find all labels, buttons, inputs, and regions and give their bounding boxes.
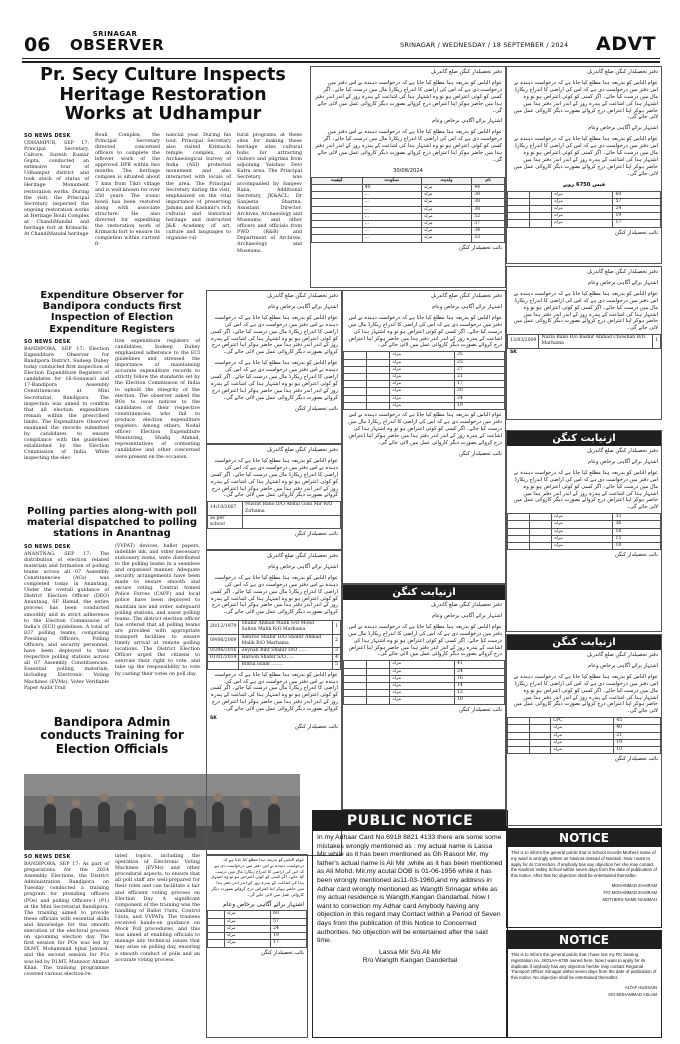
table-cell: مرلہ: [224, 933, 271, 940]
table-cell: مرلہ: [421, 228, 472, 235]
table-cell: Haroon Shabir S/O......: [239, 655, 333, 662]
dob-table: [507, 334, 661, 348]
table-header: سکونت: [362, 177, 421, 184]
land-table: [507, 191, 661, 228]
table-row: [344, 352, 505, 359]
table-cell: مرلہ: [551, 206, 613, 213]
table-row: [344, 661, 505, 668]
table-cell: مرلہ: [421, 213, 472, 220]
notice-text: عوام الناس کو بذریعہ ہذا مطلع کیا جاتا ہے کہ درخواست دہندہ نے اس دفتر میں درخواست دی ہے کہ اس کی اراضی کا اندراج ریکارڈ مال میں درست کیا جائے۔ اگر کسی کو کوئی اعتراض ہو تو وہ اشتہار ہذا کی اشاعت کے پندرہ روز کے اندر اندر دفتر ہذا میں حاضر ہوکر اپنا اعتراض درج کروائے بصورت دیگر کاروائی عمل میں لائی جائے گی۔: [210, 457, 338, 499]
table-cell: LPC: [551, 718, 614, 725]
notice-text: عوام الناس کو بذریعہ ہذا مطلع کیا جاتا ہے کہ درخواست دہندہ نے اس دفتر میں درخواست دی ہے کہ اس کی اراضی کا اندراج ریکارڈ مال میں درست کیا جائے۔ اگر کسی کو کوئی اعتراض ہو تو وہ اشتہار ہذا کی اشاعت کے پندرہ روز کے اندر اندر دفتر ہذا میں حاضر ہوکر اپنا اعتراض درج کروائے بصورت دیگر کاروائی عمل میں لائی جائے گی۔: [348, 623, 502, 658]
table-header: کیفیت: [312, 177, 363, 184]
table-cell: مرلہ: [390, 381, 455, 388]
masthead: [0, 0, 680, 64]
table-row: [508, 725, 661, 732]
public-notice-address: R/o Wangth Kangan Ganderbal: [362, 957, 458, 965]
table-cell: ...: [362, 199, 421, 206]
signature: نائب تحصیلدار کنگن: [459, 706, 502, 713]
officer-line: دفتر تحصیلدار کنگن ضلع گاندربل: [267, 293, 338, 299]
table-row: [344, 366, 505, 373]
byline: SO NEWS DESK: [24, 132, 71, 139]
table-row: [312, 228, 505, 235]
table-cell: 21: [614, 732, 661, 739]
land-table: [507, 717, 661, 754]
table-cell: مرلہ: [390, 373, 455, 380]
table-row: [508, 191, 661, 198]
table-cell: 40: [614, 725, 661, 732]
article-column: [24, 854, 109, 979]
table-row: [344, 682, 505, 689]
table-row: [508, 514, 661, 521]
table-cell: 41: [454, 661, 504, 668]
table-cell: 19: [613, 213, 661, 220]
table-cell: 33: [613, 514, 661, 521]
notice-heading: اشتہار برائے آگاہی برخاص وعام: [588, 125, 658, 132]
article-polling: [24, 506, 200, 716]
section-label: ADVT: [596, 33, 657, 55]
table-row: [508, 521, 661, 528]
article-column: [166, 133, 231, 256]
article-headline: Bandipora Admin conducts Training for Election Officials: [40, 715, 184, 756]
notice-heading: اشتہار برائے آگاہی برخاص وعام: [268, 563, 338, 570]
article-text: Bouli Complex, the Principal Secretary directed concerned officers to complete the leftover work of the approved DPR within two months. The heritage complex is situated about 7 kms from Tikri village and is well known for over 250 years. The iconic bowli has been restored along with associate structure. He also directed for expediting the restoration work of Krimachi fort to ensure its completion within current fi-: [95, 132, 160, 248]
table-row: [208, 502, 341, 515]
signature: نائب تحصیلدار کنگن: [615, 552, 658, 559]
notice-text: عوام الناس کو بذریعہ ہذا مطلع کیا جاتا ہے کہ درخواست دہندہ نے اس دفتر میں درخواست دی ہے کہ اس کی اراضی کا اندراج ریکارڈ مال میں درست کیا جائے۔ اگر کسی کو کوئی اعتراض ہو تو وہ اشتہار ہذا کی اشاعت کے پندرہ روز کے اندر اندر دفتر ہذا میں حاضر ہوکر اپنا اعتراض درج کروائے بصورت دیگر کاروائی عمل میں لائی جائے گی۔: [210, 857, 304, 897]
notice-signature: ALTAF HUSSAIN: [624, 984, 657, 990]
table-cell: مرلہ: [551, 739, 614, 746]
table-cell: مرلہ: [224, 911, 271, 918]
table-cell: [208, 662, 239, 669]
notice-text: عوام الناس کو بذریعہ ہذا مطلع کیا جاتا ہے کہ درخواست دہندہ نے اس دفتر میں درخواست دی ہے کہ اس کی اراضی کا اندراج ریکارڈ مال میں درست کیا جائے۔ اگر کسی کو کوئی اعتراض ہو تو وہ اشتہار ہذا کی اشاعت کے پندرہ روز کے اندر اندر دفتر ہذا میں حاضر ہوکر اپنا اعتراض درج کروائے بصورت دیگر کاروائی عمل میں لائی جائے گی۔: [210, 360, 338, 401]
notice-text: عوام الناس کو بذریعہ ہذا مطلع کیا جاتا ہے کہ درخواست دہندہ نے اس دفتر میں درخواست دی ہے کہ اس کی اراضی کا اندراج ریکارڈ مال میں درست کیا جائے۔ اگر کسی کو کوئی اعتراض ہو تو وہ اشتہار ہذا کی اشاعت کے پندرہ روز کے اندر اندر دفتر ہذا میں حاضر ہوکر اپنا اعتراض درج کروائے بصورت دیگر کاروائی عمل میں لائی جائے گی۔: [513, 673, 658, 715]
table-row: [508, 747, 661, 754]
table-row: [508, 718, 661, 725]
ad-title: ازنیابت کنگن: [343, 585, 505, 600]
officer-line: دفتر تحصیلدار کنگن ضلع گاندربل: [587, 69, 658, 75]
table-cell: 38: [472, 199, 505, 206]
signature: نائب تحصیلدار کنگن: [459, 450, 502, 457]
notice-text: عوام الناس کو بذریعہ ہذا مطلع کیا جاتا ہے کہ درخواست دہندہ نے اس دفتر میں درخواست دی ہے کہ اس کی اراضی کا اندراج ریکارڈ مال میں درست کیا جائے۔ اگر کسی کو کوئی اعتراض ہو تو وہ اشتہار ہذا کی اشاعت کے پندرہ روز کے اندر اندر دفتر ہذا میں حاضر ہوکر اپنا اعتراض درج کروائے بصورت دیگر کاروائی عمل میں لائی جائے گی۔: [315, 79, 502, 114]
article-column: [24, 133, 89, 256]
table-row: [508, 535, 661, 542]
officer-line: دفتر تحصیلدار کنگن ضلع گاندربل: [431, 69, 502, 75]
table-row: [344, 381, 505, 388]
table-cell: 17: [271, 940, 307, 947]
table-cell: 01/01/2014: [208, 655, 239, 662]
table-row: [312, 221, 505, 228]
article-text: BANDIPORA, SEP 17: As part of preparations for the 2024 Assembly Elections, the District Administration Bandipora on Tuesday conducted a training program for presiding officers (POs) and polling Officers-1 (P1) at the Mini Secretariat Bandipora. The training aimed to provide these officials with essential skills and knowledge for the smooth execution of the electoral process on upcoming election day. The first session for POs was led by DLMT, Mohammad Iqbal Jamwal, and the second session for P1s was led by DLMT, Manzoor Ahmad Khan. The training programme covered various election-re-: [24, 862, 109, 977]
table-row: [208, 621, 341, 634]
dob-school: as per school: [208, 515, 243, 528]
table-row: [344, 395, 505, 402]
table-row: [344, 388, 505, 395]
ad-title: ازنیابت کنگن: [507, 635, 661, 650]
table-row: [508, 732, 661, 739]
table-cell: مرلہ: [421, 206, 472, 213]
table-row: [508, 213, 661, 220]
table-row: [208, 662, 341, 669]
table-cell: مرلہ: [390, 388, 455, 395]
table-cell: مرلہ: [390, 661, 455, 668]
public-notice: [312, 810, 508, 1038]
table-cell: ...: [362, 221, 421, 228]
land-table: [311, 177, 505, 243]
table-row: [312, 192, 505, 199]
table-row: [208, 648, 341, 655]
table-cell: 24: [454, 668, 504, 675]
table-cell: 1: [333, 621, 341, 634]
article-column: [115, 854, 200, 979]
ishtihar-ad-right-2: [506, 266, 662, 420]
signature: نائب تحصیلدار کنگن: [261, 949, 304, 956]
table-cell: مرلہ: [390, 402, 455, 409]
article-column: [24, 544, 109, 693]
article-heritage: [24, 66, 302, 290]
table-cell: 19: [271, 933, 307, 940]
kangan-ad-2: [506, 430, 662, 632]
table-cell: 44: [472, 184, 505, 191]
table-cell: 38: [472, 206, 505, 213]
table-cell: Zeynab Bint Shabir D/O ......: [239, 648, 333, 655]
ishtihar-ad-4: [342, 290, 506, 584]
table-cell: مرلہ: [551, 220, 613, 227]
notice-text: عوام الناس کو بذریعہ ہذا مطلع کیا جاتا ہے کہ درخواست دہندہ نے اس دفتر میں درخواست دی ہے کہ اس کی اراضی کا اندراج ریکارڈ مال میں درست کیا جائے۔ اگر کسی کو کوئی اعتراض ہو تو وہ اشتہار ہذا کی اشاعت کے پندرہ روز کے اندر اندر دفتر ہذا میں حاضر ہوکر اپنا اعتراض درج کروائے بصورت دیگر کاروائی عمل میں لائی جائے گی۔: [513, 79, 658, 121]
table-cell: 5: [333, 662, 341, 669]
table-cell: 35: [454, 352, 504, 359]
table-cell: مرلہ: [390, 682, 455, 689]
article-column: [24, 339, 109, 464]
table-header: نام: [472, 177, 505, 184]
table-cell: مرلہ: [551, 535, 613, 542]
table-cell: 05/06/2016: [208, 648, 239, 655]
table-cell: 10: [454, 697, 504, 704]
article-text: UDHAMPUR, SEP 17: Principal Secretary, Culture, Suresh Kumar Gupta, conducted an extensive tour of Udhampur district and took stock of status of Heritage Monument restoration works. During the visit, the Principal Secretary inspected the ongoing restoration works at Heritage Bouli Complex at ChandiMandal and heritage fort at Krimachi. At ChandiMandal heritage: [24, 140, 89, 238]
sk-stamp: SK: [510, 349, 517, 355]
table-cell: 20/12/1979: [208, 621, 239, 634]
table-cell: Asbiroo Shabir D/O Shabir Ahmad Malik R/O Marhama: [239, 634, 333, 647]
notice-signature: MOHAMMAD ZAHIRAM: [611, 882, 657, 888]
ad-title: ازنیابت کنگن: [507, 431, 661, 446]
table-header: ولدیت: [421, 177, 472, 184]
officer-line: دفتر تحصیلدار کنگن ضلع گاندربل: [587, 269, 658, 275]
table-row: [508, 206, 661, 213]
table-cell: مرلہ: [551, 543, 613, 550]
notice-body: This is to inform the general public that I have lost my RC bearing registration no. JK01AA-6785 owned here. Now I want to apply for its duplicate if anybody has any objection he/she may contact Regional Transport Officer Srinagar within seven days from the date of publication of this notice. No objection shall be entertained thereafter.: [511, 952, 657, 981]
byline: SO NEWS DESK: [24, 543, 71, 550]
newspaper-logo: [70, 30, 165, 54]
table-cell: 33: [472, 235, 505, 242]
article-column: [115, 339, 200, 464]
table-cell: مرلہ: [224, 940, 271, 947]
logo-title: OBSERVER: [70, 36, 165, 54]
dateline: SRINAGAR / WEDNESDAY / 18 SEPTEMBER / 2024: [400, 41, 569, 49]
notice-rc: [506, 930, 662, 1038]
table-cell: مرلہ: [551, 514, 613, 521]
table-row: [344, 690, 505, 697]
table-row: [344, 373, 505, 380]
land-table: [343, 351, 505, 410]
table-cell: 21: [454, 373, 504, 380]
table-row: [208, 634, 341, 647]
table-row: [312, 206, 505, 213]
notice-heading: اشتہار برائے آگاہی برخاص وعام: [588, 458, 658, 465]
table-cell: مرلہ: [224, 918, 271, 925]
ishtihar-ad-2: [206, 290, 342, 444]
table-cell: 15: [613, 535, 661, 542]
table-cell: 40: [362, 184, 421, 191]
table-cell: مرلہ: [390, 690, 455, 697]
dob-date: 14/10/2007: [208, 502, 243, 515]
signature: نائب تحصیلدار کنگن: [295, 405, 338, 412]
article-text: (VVPAT) devices, ballot papers, indelible ink, and other necessary stationery items, were distributed to the polling teams in a seamless and organised manner. Adequate security arrangements have been made to ensure smooth and secure voting. Central Armed Police Forces (CAPF) and local police have been deployed to maintain law and order, safeguard polling stations, and assist polling teams. The district election officer has ordered that all polling teams are provided with appropriate transport facilities to ensure timely arrival at remote polling locations. The District Election Officer urged the citizens to exercise their right to vote, and take up the responsibility to vote by casting their votes on poll day.: [115, 543, 200, 677]
table-row: [344, 402, 505, 409]
notice-text: عوام الناس کو بذریعہ ہذا مطلع کیا جاتا ہے کہ درخواست دہندہ نے اس دفتر میں درخواست دی ہے کہ اس کی اراضی کا اندراج ریکارڈ مال میں درست کیا جائے۔ اگر کسی کو کوئی اعتراض ہو تو وہ اشتہار ہذا کی اشاعت کے پندرہ روز کے اندر اندر دفتر ہذا میں حاضر ہوکر اپنا اعتراض درج کروائے بصورت دیگر کاروائی عمل میں لائی جائے گی۔: [348, 411, 502, 446]
table-cell: 57: [271, 918, 307, 925]
table-cell: ...: [362, 228, 421, 235]
table-row: [208, 933, 307, 940]
notice-heading: اشتہار برائے آگاہی برخاص وعام: [432, 303, 502, 310]
table-cell: 17: [454, 381, 504, 388]
table-cell: 37: [472, 221, 505, 228]
table-cell: ...: [362, 213, 421, 220]
public-notice-signature: Lassa Mir S/o Ali Mir: [379, 948, 441, 956]
byline: SO NEWS DESK: [24, 854, 71, 860]
table-cell: 24: [613, 206, 661, 213]
article-headline: Pr. Secy Culture Inspects Heritage Restoration Works at Udhampur: [40, 65, 286, 125]
table-row: [208, 515, 341, 528]
article-text: tural programs at these sites for making these heritage sites cultural hubs for attracting visitors and pilgrims from adjoining Vaishno Devi Katra area. The Principal Secretary was accompanied by Sanjeev Rana, Additional Secretary, JK&ACL; Dr Sanjeeta Sharma, Assistant Director, Archives, Archaeology and Museums; and other officers and officials from PWD (R&B) and Department of Archives, Archaeology and Museums.: [237, 132, 302, 254]
officer-line: دفتر تحصیلدار کنگن ضلع گاندربل: [587, 652, 658, 658]
table-row: [208, 911, 307, 918]
table-cell: 4: [333, 655, 341, 662]
public-notice-body: In my Adhaar Card No.6918 8821 4133 there are some some mistakes wrongly mentioned as : my actual name is Lassa Mir while as it has been mentioned as Gh Rasool Mir, my father's actual name is Ali Mir ,while as it has been mentioned as Ali Mohd. Mir,my acutal DOB is 01-06-1956 while it has been wrongly mentioned as11-03-1960,and my address in Adhar card wrongly mentioned as Wangth Srinagar while as my actual residence is Wangth,Kangan Gandarbal. Now I want to correction my Adhar card Anybody having any objection in this regard may Contact within a Period of Seven days from the publication of this Notice to Concerned authorities. No objection will be entertained after the said time.: [317, 834, 503, 945]
table-cell: 24: [271, 925, 307, 932]
notice-text: عوام الناس کو بذریعہ ہذا مطلع کیا جاتا ہے کہ درخواست دہندہ نے اس دفتر میں درخواست دی ہے کہ اس کی اراضی کا اندراج ریکارڈ مال میں درست کیا جائے۔ اگر کسی کو کوئی اعتراض ہو تو وہ اشتہار ہذا کی اشاعت کے پندرہ روز کے اندر اندر دفتر ہذا میں حاضر ہوکر اپنا اعتراض درج کروائے بصورت دیگر کاروائی عمل میں لائی جائے گی۔: [315, 129, 502, 163]
table-cell: 36: [613, 521, 661, 528]
article-expenditure: [24, 290, 200, 504]
officer-line: دفتر تحصیلدار کنگن ضلع گاندربل: [431, 293, 502, 299]
land-notice-ad: [206, 854, 308, 1038]
page-number: 06: [24, 34, 51, 56]
article-text: ANANTNAG, SEP 17: The distribution of election related materials and formation of polling teams across all 07 Assembly Constituencies (ACs) was completed today in Anantnag. Under the overall guidance of District Election Officer (DEO) Anantnag, SF Hamid, the entire process has been conducted smoothly and in strict adherence to the Election Commission of India's (ECI) guidelines. A total of 837 polling teams, comprising Presiding Officers, Polling Officers, and security personnel, have been deployed to their respective polling stations across all 07 Assembly Constituencies. Essential polling materials, including Electronic Voting Machines (EVMs), Voter Verifiable Paper Audit Trail: [24, 551, 109, 691]
table-cell: 60: [271, 911, 307, 918]
dob-name: Nusrat Bano D/O Abdul Gani Mir R/O Zirhama: [243, 502, 341, 515]
table-cell: مرلہ: [421, 192, 472, 199]
table-cell: 45: [614, 718, 661, 725]
table-row: [312, 235, 505, 242]
table-row: [312, 213, 505, 220]
notice-text: عوام الناس کو بذریعہ ہذا مطلع کیا جاتا ہے کہ درخواست دہندہ نے اس دفتر میں درخواست دی ہے کہ اس کی اراضی کا اندراج ریکارڈ مال میں درست کیا جائے۔ اگر کسی کو کوئی اعتراض ہو تو وہ اشتہار ہذا کی اشاعت کے پندرہ روز کے اندر اندر دفتر ہذا میں حاضر ہوکر اپنا اعتراض درج کروائے بصورت دیگر کاروائی عمل میں لائی جائے گی۔: [210, 671, 338, 713]
notice-heading: اشتہار برائے آگاہی برخاص وعام: [432, 118, 502, 125]
table-cell: 3: [333, 648, 341, 655]
land-table: [343, 660, 505, 704]
table-cell: 19: [614, 739, 661, 746]
notice-title: NOTICE: [507, 931, 661, 949]
notice-text: عوام الناس کو بذریعہ ہذا مطلع کیا جاتا ہے کہ درخواست دہندہ نے اس دفتر میں درخواست دی ہے کہ اس کی اراضی کا اندراج ریکارڈ مال میں درست کیا جائے۔ اگر کسی کو کوئی اعتراض ہو تو وہ اشتہار ہذا کی اشاعت کے پندرہ روز کے اندر اندر دفتر ہذا میں حاضر ہوکر اپنا اعتراض درج کروائے بصورت دیگر کاروائی عمل میں لائی جائے گی۔: [513, 136, 658, 177]
table-cell: 19: [454, 402, 504, 409]
notice-text: عوام الناس کو بذریعہ ہذا مطلع کیا جاتا ہے کہ درخواست دہندہ نے اس دفتر میں درخواست دی ہے کہ اس کی اراضی کا اندراج ریکارڈ مال میں درست کیا جائے۔ اگر کسی کو کوئی اعتراض ہو تو وہ اشتہار ہذا کی اشاعت کے پندرہ روز کے اندر اندر دفتر ہذا میں حاضر ہوکر اپنا اعتراض درج کروائے بصورت دیگر کاروائی عمل میں لائی جائے گی۔: [348, 314, 502, 349]
sk-stamp: SK: [210, 716, 217, 722]
officer-line: دفتر تحصیلدار کنگن ضلع گاندربل: [267, 553, 338, 559]
dob-table: [207, 501, 341, 529]
table-cell: 52: [472, 213, 505, 220]
table-cell: مرلہ: [390, 675, 455, 682]
table-cell: مرلہ: [390, 366, 455, 373]
signature: نائب تحصیلدار کنگن: [295, 531, 338, 538]
article-text: tion expenditure registers of candidates, Sudeep Dubey emphasized adherence to the ECI guidelines and stressed the importance of maintaining accurate expenditure records to strictly follow the standards set by the Election Commission of India to uphold the integrity of the election. The observer asked the ROs to issue notices to the candidates of their respective constituencies, who fail to produce election expenditure registers. Among others, Nodal officer Election Expenditure Monitoring, Shafiq Ahmad, representatives of contesting candidates and other concerned were present on the occasion.: [115, 338, 200, 460]
table-row: [344, 668, 505, 675]
table-cell: مرلہ: [390, 668, 455, 675]
ishtihar-ad-top: [310, 66, 506, 288]
table-cell: 57: [613, 198, 661, 205]
table-cell: 10: [613, 543, 661, 550]
public-notice-title: PUBLIC NOTICE: [313, 811, 507, 831]
notice-text: عوام الناس کو بذریعہ ہذا مطلع کیا جاتا ہے کہ درخواست دہندہ نے اس دفتر میں درخواست دی ہے کہ اس کی اراضی کا اندراج ریکارڈ مال میں درست کیا جائے۔ اگر کسی کو کوئی اعتراض ہو تو وہ اشتہار ہذا کی اشاعت کے پندرہ روز کے اندر اندر دفتر ہذا میں حاضر ہوکر اپنا اعتراض درج کروائے بصورت دیگر کاروائی عمل میں لائی جائے گی۔: [210, 314, 338, 356]
table-row: [208, 655, 341, 662]
table-cell: 27: [454, 366, 504, 373]
officer-line: دفتر تحصیلدار کنگن ضلع گاندربل: [267, 447, 338, 453]
table-cell: مرلہ: [551, 191, 613, 198]
table-cell: مرلہ: [224, 925, 271, 932]
table-row: [344, 675, 505, 682]
article-column: [95, 133, 160, 256]
land-table: [207, 910, 307, 947]
table-cell: مرلہ: [390, 395, 455, 402]
table-row: [344, 697, 505, 704]
signature: نائب تحصیلدار کنگن: [615, 229, 658, 236]
table-row: [508, 198, 661, 205]
officer-line: دفتر تحصیلدار کنگن ضلع گاندربل: [587, 448, 658, 454]
notice-heading: اشتہار برائے آگاہی برخاص وعام: [432, 612, 502, 619]
table-row: [508, 528, 661, 535]
table-cell: ...: [362, 192, 421, 199]
article-headline: Expenditure Observer for Bandipora conducts first Inspection of Election Expenditure Registers: [40, 290, 184, 335]
notice-signature: F/O MOHAMMAD ZAHIRAM: [603, 889, 657, 895]
signature: نائب تحصیلدار کنگن: [459, 244, 502, 251]
officer-line: دفتر تحصیلدار کنگن ضلع گاندربل: [431, 602, 502, 608]
byline: SO NEWS DESK: [24, 338, 71, 345]
table-cell: مرلہ: [421, 221, 472, 228]
table-cell: 25: [454, 359, 504, 366]
table-cell: مرلہ: [421, 184, 472, 191]
table-cell: مرلہ: [421, 235, 472, 242]
table-cell: مرلہ: [551, 747, 614, 754]
table-cell: 14: [454, 682, 504, 689]
table-cell: 2: [333, 634, 341, 647]
table-cell: 18: [613, 528, 661, 535]
table-cell: 38: [472, 192, 505, 199]
table-cell: 09/06/2009: [208, 634, 239, 647]
notice-text: عوام الناس کو بذریعہ ہذا مطلع کیا جاتا ہے کہ درخواست دہندہ نے اس دفتر میں درخواست دی ہے کہ اس کی اراضی کا اندراج ریکارڈ مال میں درست کیا جائے۔ اگر کسی کو کوئی اعتراض ہو تو وہ اشتہار ہذا کی اشاعت کے پندرہ روز کے اندر اندر دفتر ہذا میں حاضر ہوکر اپنا اعتراض درج کروائے بصورت دیگر کاروائی عمل میں لائی جائے گی۔: [513, 290, 658, 332]
table-cell: ...: [362, 206, 421, 213]
notice-heading: اشتہار برائے آگاہی برخاص وعام: [588, 279, 658, 286]
table-cell: مرلہ: [551, 198, 613, 205]
article-headline: Polling parties along-with poll material dispatched to polling stations in Anantnag: [26, 506, 198, 540]
table-cell: مرلہ: [551, 732, 614, 739]
table-cell: مرلہ: [390, 697, 455, 704]
table-cell: مرلہ: [390, 352, 455, 359]
table-row: [208, 918, 307, 925]
table-cell: 17: [613, 220, 661, 227]
table-cell: مرلہ: [551, 725, 614, 732]
table-row: [208, 925, 307, 932]
article-training-body: [24, 854, 200, 1036]
dob-ad-nusrat: [206, 444, 342, 550]
table-cell: مرلہ: [551, 521, 613, 528]
kangan-ad-1: [342, 584, 506, 810]
masthead-rule: [22, 58, 660, 59]
table-row: [508, 739, 661, 746]
table-cell: 20: [454, 388, 504, 395]
table-cell: 16: [454, 675, 504, 682]
notice-school: [506, 828, 662, 928]
notice-text: عوام الناس کو بذریعہ ہذا مطلع کیا جاتا ہے کہ درخواست دہندہ نے اس دفتر میں درخواست دی ہے کہ اس کی اراضی کا اندراج ریکارڈ مال میں درست کیا جائے۔ اگر کسی کو کوئی اعتراض ہو تو وہ اشتہار ہذا کی اشاعت کے پندرہ روز کے اندر اندر دفتر ہذا میں حاضر ہوکر اپنا اعتراض درج کروائے بصورت دیگر کاروائی عمل میں لائی جائے گی۔: [210, 574, 338, 616]
notice-heading: اشتہار برائے آگاہی برخاص وعام: [588, 662, 658, 669]
table-row: [208, 940, 307, 947]
article-text: nancial year. During his tour, Principal Secretary also visited Krimachi temple complex, an Archaeological Survey of India (ASI) protected monument and also interacted with locals of the area. The Principal Secretary during the visit, emphasized on the vital importance of preserving Jammu and Kashmir's rich cultural and historical heritage and instructed J&K Academy of art, culture and languages to organise cul-: [166, 132, 231, 242]
date-line: 30/08/2024: [393, 167, 423, 174]
table-row: [312, 199, 505, 206]
table-cell: Shabir Ahmad Malik S/O Mohd Sultan Malik R/O Marhama: [239, 621, 333, 634]
table-cell: 60: [613, 191, 661, 198]
notice-heading: اشتہار برائے آگاہی برخاص وعام: [268, 303, 338, 310]
notice-signature: MOTHERS NAME NASIMAH: [602, 896, 657, 902]
table-cell: 1: [653, 335, 661, 348]
table-row: [344, 359, 505, 366]
table-cell: مرلہ: [551, 528, 613, 535]
article-text: lated topics, including the operation of Electronic Voting Machines (EVMs) and other procedural aspects, to ensure that all poll staff are well-prepared for their roles and can facilitate a fair and efficient voting process on Election Day. A significant component of the training was the handling of Ballot Units, Control Units, and VVPATs. The trainees received hands-on guidance on Mock Poll procedures, and this was aimed at enabling officials to manage any technical issues that may arise on polling day, ensuring a smooth conduct of polls and an accurate voting process.: [115, 854, 200, 963]
table-cell: 10: [614, 747, 661, 754]
table-cell: مرلہ: [421, 199, 472, 206]
table-cell: 24: [454, 395, 504, 402]
dob-table: [207, 620, 341, 669]
table-cell: مرلہ: [551, 213, 613, 220]
table-row: [508, 220, 661, 227]
notice-text: عوام الناس کو بذریعہ ہذا مطلع کیا جاتا ہے کہ درخواست دہندہ نے اس دفتر میں درخواست دی ہے کہ اس کی اراضی کا اندراج ریکارڈ مال میں درست کیا جائے۔ اگر کسی کو کوئی اعتراض ہو تو وہ اشتہار ہذا کی اشاعت کے پندرہ روز کے اندر اندر دفتر ہذا میں حاضر ہوکر اپنا اعتراض درج کروائے بصورت دیگر کاروائی عمل میں لائی جائے گی۔: [513, 469, 658, 511]
land-table: [507, 513, 661, 550]
article-column: [115, 544, 200, 693]
masthead-rule: [22, 61, 660, 63]
notice-body: This is to inform the general public that in School records Mothers name of my ward is wrongly written as Nasima instead of Nasirah. Now I want to apply for its Correction. If anybody has any objection he/ she may contact the Kashmir Valley School within seven days from the date of publication of this notice. After that No objection shall be entertained thereafter.: [511, 850, 657, 879]
notice-heading: اشتہار برائے آگاہی برخاص وعام: [223, 900, 304, 908]
table-cell: 34: [472, 228, 505, 235]
table-cell: 12: [454, 690, 504, 697]
fee-line: فیس 6750 روپے: [562, 181, 606, 188]
logo-city: SRINAGAR: [92, 30, 138, 38]
notice-signature: S/O MOHAMMAD ASLAM: [608, 991, 657, 997]
table-row: [508, 543, 661, 550]
article-text: BANDIPORA, SEP 17: Election Expenditure Observer for Bandipora District, Sudeep Dubey today conducted first inspection of Election Expenditure Registers of candidates for 16-Sonawari and 17-Bandipora Assembly Constituencies at Mini Secretariat, Bandipora. The inspection was aimed to confirm that all election expenditure remain within the prescribed limits. The Expenditure Observer examined the records submitted by candidates to ensure compliance with the guidelines established by the Election Commission of India. While inspecting the elec-: [24, 346, 109, 462]
notice-title: NOTICE: [507, 829, 661, 847]
table-cell: مرلہ: [390, 359, 455, 366]
table-cell: Nazia Bano D/o Bashir Ahmad Chowhan R/O Marhama: [539, 335, 653, 348]
signature: نائب تحصیلدار کنگن: [615, 756, 658, 763]
ishtihar-ad-right-1: [506, 66, 662, 264]
kangan-ad-3: [506, 634, 662, 826]
table-cell: 13/03/2009: [508, 335, 539, 348]
article-column: [237, 133, 302, 256]
table-cell: Bintul Islam ........: [239, 662, 333, 669]
signature: نائب تحصیلدار کنگن: [295, 724, 338, 731]
table-row: [312, 184, 505, 191]
table-row: [508, 335, 661, 348]
table-cell: ...: [362, 235, 421, 242]
